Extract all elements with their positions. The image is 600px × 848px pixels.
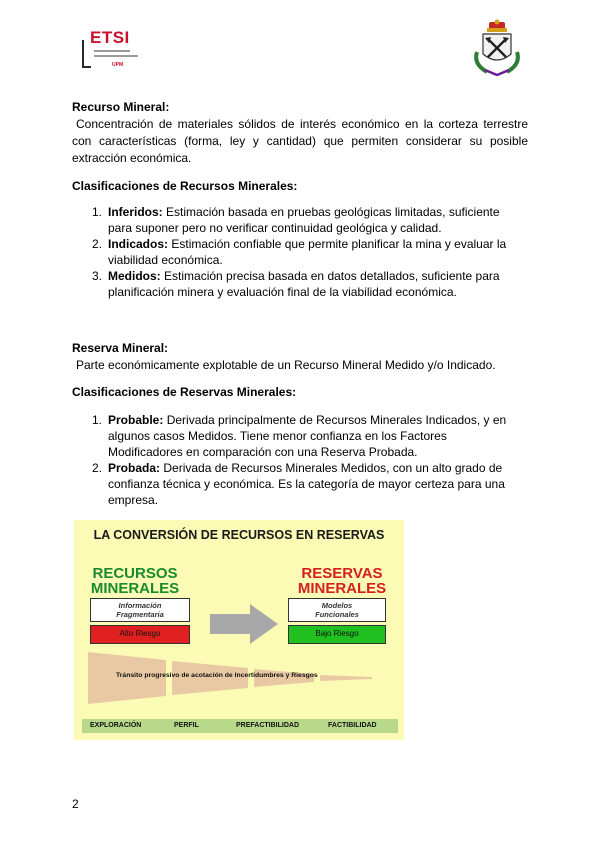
conversion-diagram <box>74 520 404 740</box>
recursos-label <box>88 566 182 596</box>
list-term: Medidos: <box>108 269 161 283</box>
clasif-reservas-heading: Clasificaciones de Reservas Minerales: <box>72 385 297 399</box>
box-text: Fragmentaria <box>116 610 164 619</box>
box-text: Modelos <box>321 601 353 610</box>
recurso-section <box>72 99 528 167</box>
transit-label: Tránsito progresivo de acotación de Incertidumbres y Riesgos <box>116 672 318 679</box>
list-item <box>92 204 512 236</box>
mining-coat-of-arms-icon <box>469 18 525 76</box>
recurso-heading: Recurso Mineral: <box>72 100 170 114</box>
list-term: Probada: <box>108 461 161 475</box>
reserva-heading: Reserva Mineral: <box>72 341 169 355</box>
list-number: 1. <box>92 205 103 219</box>
logo-fine-line <box>94 50 130 52</box>
list-number: 1. <box>92 413 103 427</box>
clasif-recursos-heading: Clasificaciones de Recursos Minerales: <box>72 179 298 193</box>
stage-label: PREFACTIBILIDAD <box>236 722 299 729</box>
list-term: Inferidos: <box>108 205 163 219</box>
list-item <box>92 412 512 460</box>
stage-label: PERFIL <box>174 722 199 729</box>
reservas-label-line2: MINERALES <box>297 580 387 597</box>
fragmentary-info-box <box>90 598 190 622</box>
list-desc: Estimación confiable que permite planificar la mina y evaluar la viabilidad económica. <box>108 237 507 267</box>
reservas-list <box>92 412 512 508</box>
high-risk-box: Alto Riesgo <box>90 625 190 644</box>
reservas-label <box>286 566 398 596</box>
diagram-title: LA CONVERSIÓN DE RECURSOS EN RESERVAS <box>93 528 385 542</box>
clasif-recursos-heading-wrap <box>72 178 528 195</box>
list-item <box>92 460 512 508</box>
list-item <box>92 236 512 268</box>
reserva-definition: Parte económicamente explotable de un Recurso Mineral Medido y/o Indicado. <box>76 358 496 372</box>
functional-models-box <box>288 598 386 622</box>
list-term: Probable: <box>108 413 164 427</box>
recurso-definition: Concentración de materiales sólidos de interés económico en la corteza terrestre con características (forma, ley y cantidad) que permiten considerar su posible extracción económica. <box>72 117 528 165</box>
recursos-label-line2: MINERALES <box>90 580 180 597</box>
list-number: 3. <box>92 269 103 283</box>
etsi-logo-text: ETSI <box>90 28 130 47</box>
stage-label: FACTIBILIDAD <box>328 722 377 729</box>
list-term: Indicados: <box>108 237 169 251</box>
recursos-list <box>92 204 512 300</box>
box-text: Información <box>118 601 162 610</box>
etsi-logo <box>82 26 142 70</box>
clasif-reservas-heading-wrap <box>72 384 528 401</box>
reserva-section <box>72 340 528 374</box>
reservas-label-line1: RESERVAS <box>301 565 383 582</box>
recursos-label-line1: RECURSOS <box>92 565 178 582</box>
list-number: 2. <box>92 461 103 475</box>
list-desc: Derivada principalmente de Recursos Minerales Indicados, y en algunos casos Medidos. Tiene menor confianza en los Factores Modificadores en comparación con una Reserva Probada. <box>108 413 507 459</box>
arrow-right-icon <box>210 604 278 644</box>
list-item <box>92 268 512 300</box>
low-risk-box: Bajo Riesgo <box>288 625 386 644</box>
list-desc: Estimación precisa basada en datos detallados, suficiente para planificación minera y evaluación final de la viabilidad económica. <box>108 269 500 299</box>
logo-subtitle: UPM <box>112 62 124 68</box>
logo-fine-line <box>94 55 138 57</box>
list-desc: Estimación basada en pruebas geológicas limitadas, suficiente para suponer pero no verificar continuidad geológica y calidad. <box>108 205 500 235</box>
page-number: 2 <box>72 797 79 811</box>
list-desc: Derivada de Recursos Minerales Medidos, con un alto grado de confianza técnica y económica. Es la categoría de mayor certeza para una empresa. <box>108 461 505 507</box>
list-number: 2. <box>92 237 103 251</box>
box-text: Funcionales <box>315 610 359 619</box>
stage-label: EXPLORACIÓN <box>90 722 142 729</box>
